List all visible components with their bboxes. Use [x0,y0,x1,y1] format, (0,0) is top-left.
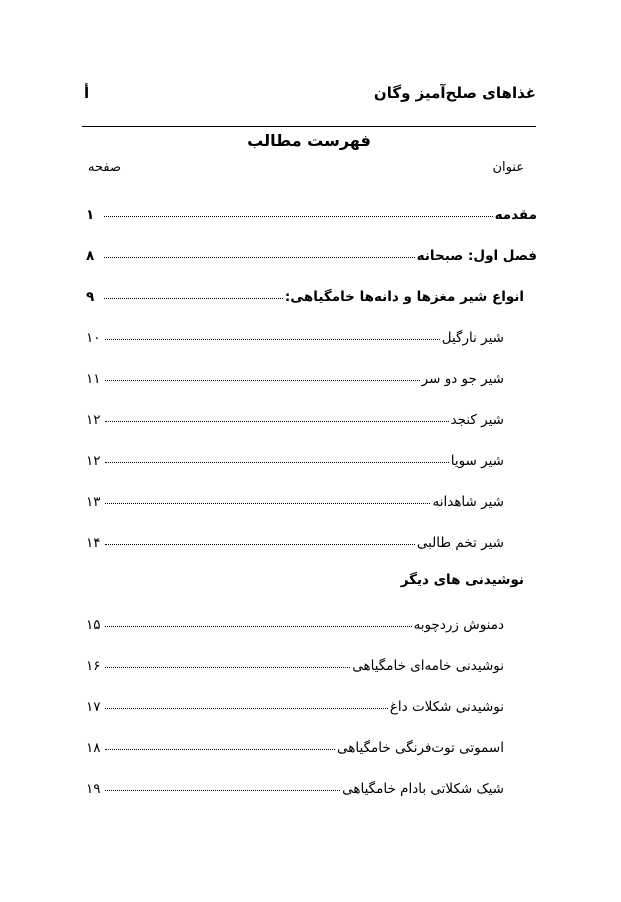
book-title: غذاهای صلح‌آمیز وگان [373,84,536,102]
toc-entry-page: ۱۸ [86,740,101,756]
toc-entry[interactable] [86,240,537,264]
toc-entry-label: شیر نارگیل [441,330,504,346]
toc-entry[interactable] [86,322,504,346]
toc-dot-leader [105,626,412,627]
toc-entry[interactable] [86,281,524,305]
toc-dot-leader [105,667,351,668]
toc-entry[interactable] [86,650,504,674]
toc-entry-page: ۸ [86,248,95,264]
toc-dot-leader [104,257,415,258]
toc-entry-page: ۱۳ [86,494,101,510]
toc-entry-label: اسموتی توت‌فرنگی خامگیاهی [337,740,504,756]
page-number: أ [84,84,90,102]
toc-entry-page: ۱۹ [86,781,101,797]
toc-entry[interactable] [86,732,504,756]
toc-entry-label: شیک شکلاتی بادام خامگیاهی [342,781,504,797]
toc-entry-page: ۱۲ [86,453,101,469]
toc-entry-page: ۱۵ [86,617,101,633]
toc-entry[interactable] [86,609,504,633]
toc-entry-page: ۱۴ [86,535,101,551]
toc-entry-label: شیر جو دو سر [421,371,504,387]
toc-entry[interactable] [86,486,504,510]
toc-entry-page: ۱ [86,207,95,223]
toc-entry-label: شیر کنجد [450,412,504,428]
toc-dot-leader [105,749,336,750]
toc-entry-label: شیر شاهدانه [432,494,504,510]
toc-entry-page: ۱۷ [86,699,101,715]
toc-entry[interactable] [86,445,504,469]
toc-entry-page: ۱۲ [86,412,101,428]
toc-entry-label: دمنوش زردچوبه [413,617,504,633]
toc-dot-leader [105,503,431,504]
toc-column-page-header: صفحه [88,160,121,175]
toc-entry[interactable] [86,773,504,797]
toc-entry[interactable] [86,404,504,428]
toc-entry-label: شیر سویا [450,453,504,469]
toc-dot-leader [105,462,449,463]
toc-entry[interactable] [86,691,504,715]
toc-dot-leader [105,380,420,381]
toc-title: فهرست مطالب [247,131,371,150]
toc-entry[interactable] [86,527,504,551]
toc-entry-page: ۹ [86,289,95,305]
toc-entry-label: نوشیدنی شکلات داغ [389,699,504,715]
toc-entry[interactable] [86,199,537,223]
toc-entry-page: ۱۰ [86,330,101,346]
toc-entry-label: مقدمه [494,207,537,223]
toc-dot-leader [105,708,388,709]
toc-entry-label: فصل اول: صبحانه [416,248,537,264]
toc-dot-leader [105,790,341,791]
toc-dot-leader [104,298,283,299]
toc-entry-page: ۱۶ [86,658,101,674]
toc-entry-label: نوشیدنی خامه‌ای خامگیاهی [352,658,504,674]
toc-entry-label: شیر تخم طالبی [416,535,504,551]
toc-dot-leader [105,421,449,422]
toc-section-heading: نوشیدنی های دیگر [400,572,524,588]
toc-entry-page: ۱۱ [86,371,101,387]
toc-dot-leader [105,339,440,340]
toc-column-title-header: عنوان [492,160,524,175]
toc-entry-label: انواع شیر مغزها و دانه‌ها خامگیاهی: [284,289,524,305]
toc-dot-leader [105,544,415,545]
toc-dot-leader [104,216,493,217]
toc-entry[interactable] [86,363,504,387]
